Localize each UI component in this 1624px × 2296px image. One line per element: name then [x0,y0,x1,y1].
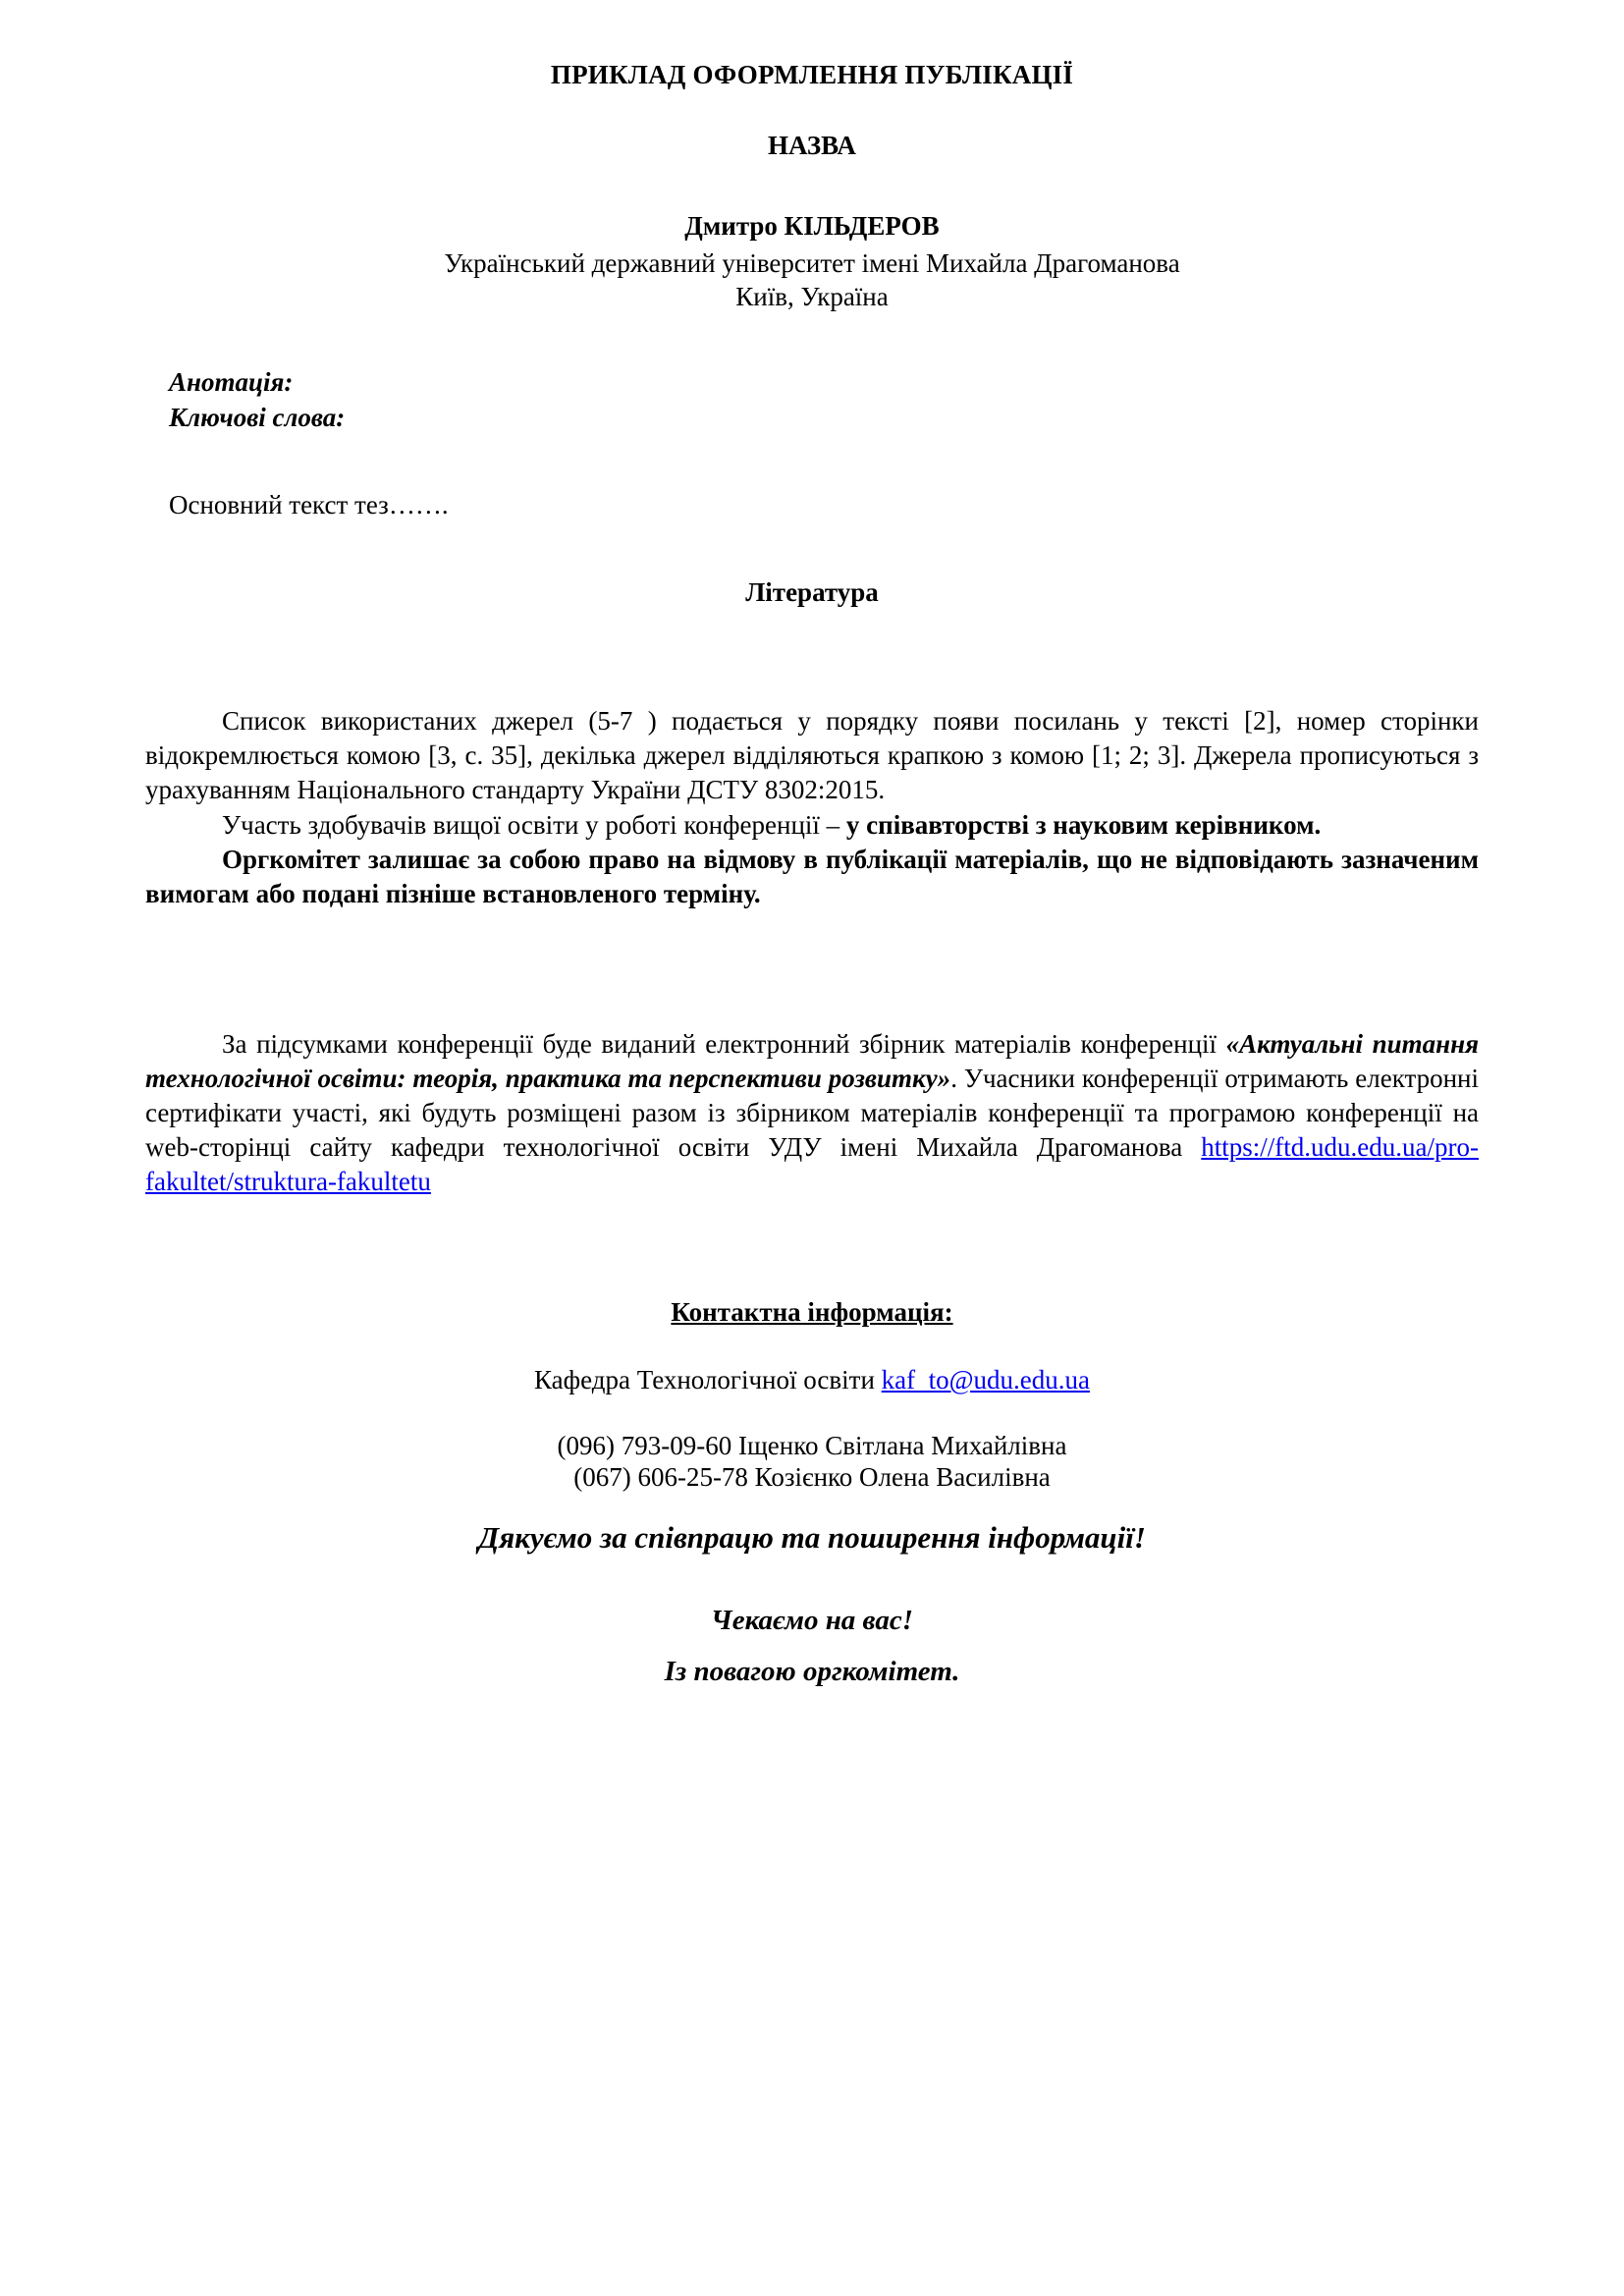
abstract-meta-block [169,365,1479,435]
contacts-heading: Контактна інформація: [671,1297,953,1328]
phone-list [145,1431,1479,1494]
author-affiliation: Український державний університет імені Михайла Драгоманова [444,248,1180,279]
phone-contact-item: (067) 606-25-78 Козієнко Олена Василівна [573,1462,1051,1493]
phone-contact-item: (096) 793-09-60 Іщенко Світлана Михайлівна [557,1431,1067,1461]
contacts-section [145,1297,1479,1397]
coauthor-note-paragraph [145,808,1479,843]
collection-title-quoted: «Актуальні питання технологічної освіти: теорія, практика та перспективи розвитку» [145,1028,1479,1093]
references-heading: Література [745,577,879,608]
paper-title-placeholder: НАЗВА [768,130,856,160]
keywords-label: Ключові слова: [169,402,346,432]
author-city-country: Київ, Україна [735,282,889,312]
document-header-title: ПРИКЛАД ОФОРМЛЕННЯ ПУБЛІКАЦІЇ [550,60,1074,89]
department-contact-line [145,1363,1479,1397]
department-name: Кафедра Технологічної освіти [534,1365,882,1395]
contacts-heading-wrapper [145,1297,1479,1328]
collection-note-paragraph [145,1027,1479,1199]
collection-note-part2: . Учасники конференції отримають електронні сертифікати участі, які будуть розміщені разом із збірником матеріалів конференції та програмою конференції на web-сторінці сайту кафедри технологічної освіти УДУ імені Михайла Драгоманова [145,1063,1479,1163]
collection-note-part1: За підсумками конференції буде виданий електронний збірник матеріалів конференції [222,1028,1226,1059]
coauthor-note-bold: у співавторстві з науковим керівником. [845,809,1322,840]
orgkom-note-paragraph: Оргкомітет залишає за собою право на відмову в публікації матеріалів, що не відповідають зазначеним вимогам або подані пізніше встановленого терміну. [145,844,1479,908]
await-message: Чекаємо на вас! [711,1604,913,1636]
author-name: Дмитро КІЛЬДЕРОВ [684,211,940,242]
references-rules-paragraph: Список використаних джерел (5-7 ) подається у порядку появи посилань у тексті [2], номер сторінки відокремлюється комою [3, с. 35], декілька джерел відділяються крапкою з комою [1; 2; 3]. Джерела прописуються з урахуванням Національного стандарту України ДСТУ 8302:2015. [145,706,1479,805]
thanks-message: Дякуємо за співпрацю та поширення інформації! [478,1520,1146,1556]
department-email-link[interactable]: kaf_to@udu.edu.ua [881,1365,1090,1395]
abstract-label: Анотація: [169,366,294,397]
coauthor-note-plain: Участь здобувачів вищої освіти у роботі конференції – [222,809,846,840]
faculty-structure-link[interactable]: https://ftd.udu.edu.ua/pro-fakultet/struktura-fakultetu [145,1132,1479,1197]
main-text-placeholder: Основний текст тез……. [169,490,449,520]
regards-message: Із повагою оргкомітет. [664,1656,960,1688]
